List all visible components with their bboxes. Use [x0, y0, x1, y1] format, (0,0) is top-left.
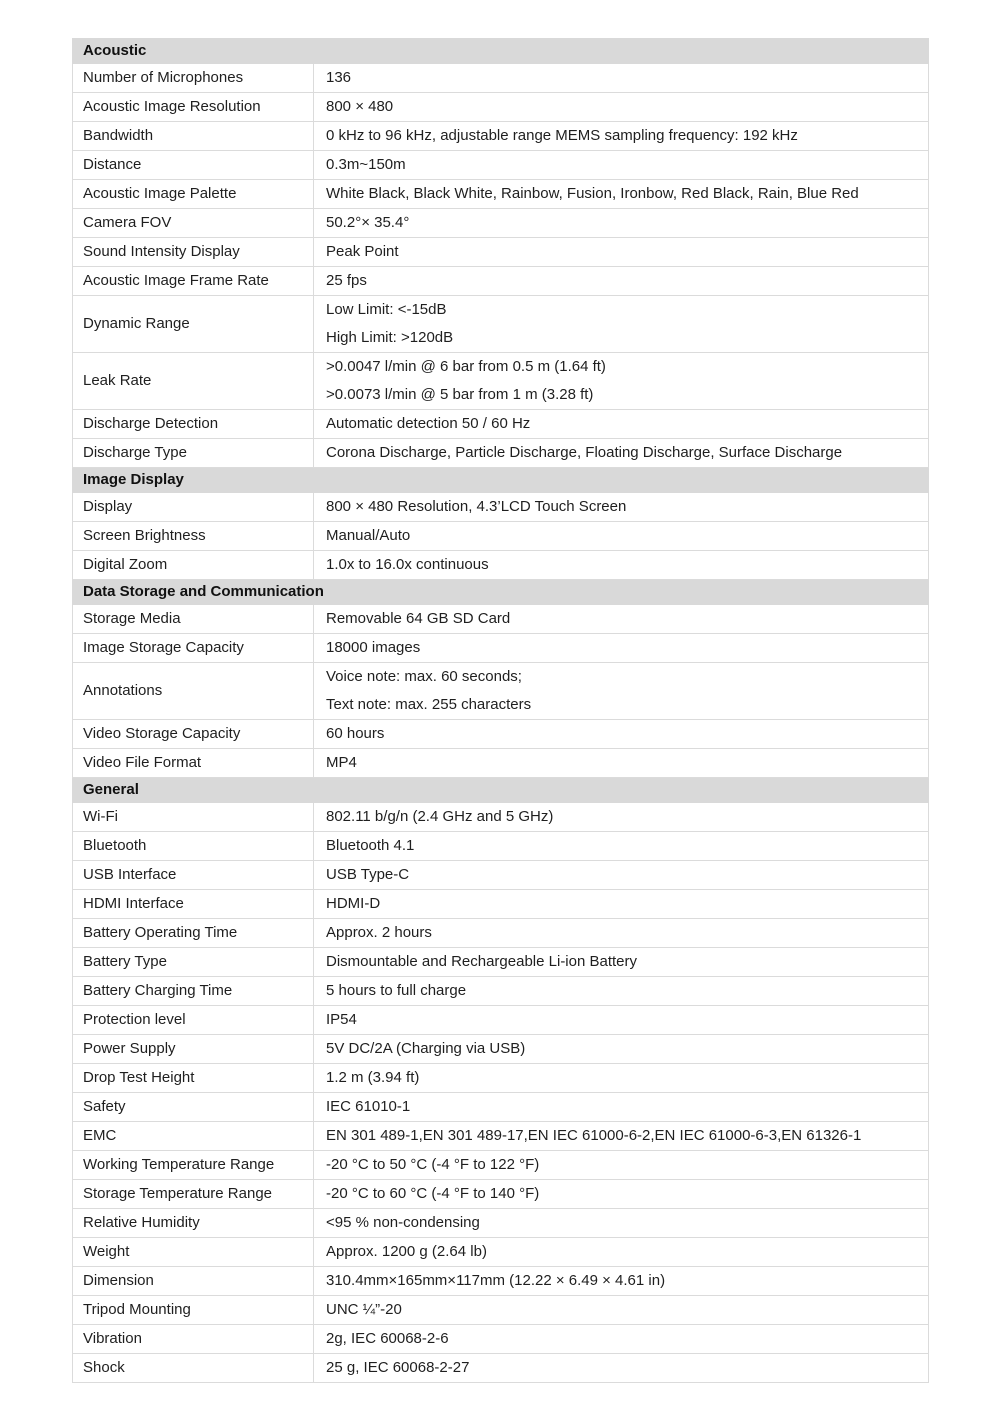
spec-row — [73, 493, 929, 522]
spec-row — [73, 861, 929, 890]
spec-value — [314, 890, 929, 919]
spec-label — [73, 296, 314, 353]
spec-label-text: Image Storage Capacity — [83, 639, 244, 656]
spec-row — [73, 634, 929, 663]
spec-value-line: Peak Point — [326, 243, 399, 260]
spec-label-text: Acoustic Image Palette — [83, 185, 237, 202]
spec-label — [73, 180, 314, 209]
spec-label — [73, 439, 314, 468]
spec-table — [72, 38, 929, 1383]
spec-value — [314, 296, 929, 353]
spec-label-text: Screen Brightness — [83, 527, 206, 544]
spec-label — [73, 890, 314, 919]
spec-label — [73, 663, 314, 720]
spec-value — [314, 803, 929, 832]
spec-value — [314, 93, 929, 122]
spec-value-line: High Limit: >120dB — [326, 329, 454, 346]
spec-label — [73, 122, 314, 151]
spec-label — [73, 353, 314, 410]
spec-row — [73, 977, 929, 1006]
spec-label — [73, 522, 314, 551]
spec-value-line: 310.4mm×165mm×117mm (12.22 × 6.49 × 4.61 in) — [326, 1272, 666, 1289]
spec-label — [73, 267, 314, 296]
spec-value — [314, 1093, 929, 1122]
spec-row — [73, 948, 929, 977]
spec-label — [73, 861, 314, 890]
spec-row — [73, 410, 929, 439]
spec-label — [73, 493, 314, 522]
spec-value — [314, 209, 929, 238]
section-title: Data Storage and Communication — [73, 580, 929, 605]
spec-label — [73, 720, 314, 749]
spec-value-line: 60 hours — [326, 725, 385, 742]
spec-value-line: >0.0073 l/min @ 5 bar from 1 m (3.28 ft) — [326, 386, 594, 403]
spec-value — [314, 1267, 929, 1296]
spec-value — [314, 122, 929, 151]
spec-label-text: Digital Zoom — [83, 556, 168, 573]
spec-row — [73, 267, 929, 296]
spec-label-text: Leak Rate — [83, 372, 152, 389]
spec-value — [314, 861, 929, 890]
spec-label — [73, 919, 314, 948]
spec-label — [73, 1035, 314, 1064]
spec-label — [73, 803, 314, 832]
spec-value-line: 136 — [326, 69, 352, 86]
spec-label-text: Acoustic Image Frame Rate — [83, 272, 269, 289]
spec-row — [73, 64, 929, 93]
spec-value-line: 1.2 m (3.94 ft) — [326, 1069, 420, 1086]
spec-label-text: Dynamic Range — [83, 315, 190, 332]
spec-label — [73, 1354, 314, 1383]
spec-value-line: MP4 — [326, 754, 357, 771]
spec-value — [314, 180, 929, 209]
spec-row — [73, 803, 929, 832]
spec-label-text: Battery Type — [83, 953, 167, 970]
spec-label-text: Storage Media — [83, 610, 181, 627]
spec-row — [73, 209, 929, 238]
spec-value — [314, 1064, 929, 1093]
spec-label-text: Dimension — [83, 1272, 154, 1289]
spec-row — [73, 238, 929, 267]
spec-label-text: Acoustic Image Resolution — [83, 98, 261, 115]
spec-value-line: 50.2°× 35.4° — [326, 214, 410, 231]
spec-value-line: 800 × 480 Resolution, 4.3’LCD Touch Screen — [326, 498, 627, 515]
spec-label — [73, 151, 314, 180]
spec-label-text: Bandwidth — [83, 127, 154, 144]
spec-label-text: Protection level — [83, 1011, 186, 1028]
spec-value — [314, 64, 929, 93]
spec-row — [73, 720, 929, 749]
spec-row — [73, 1296, 929, 1325]
spec-value-line: 0.3m~150m — [326, 156, 406, 173]
spec-row — [73, 1238, 929, 1267]
spec-label-text: Vibration — [83, 1330, 142, 1347]
section-header-row-1 — [73, 468, 929, 493]
spec-label — [73, 93, 314, 122]
spec-row — [73, 1209, 929, 1238]
spec-value-line: 5V DC/2A (Charging via USB) — [326, 1040, 526, 1057]
spec-row — [73, 605, 929, 634]
spec-value — [314, 493, 929, 522]
spec-value-line: IP54 — [326, 1011, 357, 1028]
spec-label — [73, 832, 314, 861]
spec-row — [73, 180, 929, 209]
spec-label-text: Bluetooth — [83, 837, 147, 854]
section-header-row-2 — [73, 580, 929, 605]
spec-value — [314, 720, 929, 749]
spec-label — [73, 1122, 314, 1151]
spec-label-text: Video Storage Capacity — [83, 725, 241, 742]
spec-label — [73, 749, 314, 778]
spec-value-line: 0 kHz to 96 kHz, adjustable range MEMS sampling frequency: 192 kHz — [326, 127, 798, 144]
spec-row — [73, 1122, 929, 1151]
spec-value-line: White Black, Black White, Rainbow, Fusion, Ironbow, Red Black, Rain, Blue Red — [326, 185, 859, 202]
spec-label-text: Shock — [83, 1359, 125, 1376]
spec-row — [73, 749, 929, 778]
spec-value — [314, 948, 929, 977]
spec-value — [314, 1122, 929, 1151]
spec-value-line: Bluetooth 4.1 — [326, 837, 415, 854]
spec-value-line: >0.0047 l/min @ 6 bar from 0.5 m (1.64 ft) — [326, 358, 606, 375]
spec-label — [73, 209, 314, 238]
spec-label — [73, 1325, 314, 1354]
spec-label-text: Storage Temperature Range — [83, 1185, 273, 1202]
spec-label-text: Distance — [83, 156, 142, 173]
spec-value-line: 18000 images — [326, 639, 421, 656]
spec-value — [314, 410, 929, 439]
spec-label — [73, 64, 314, 93]
spec-label — [73, 1151, 314, 1180]
spec-value-line: UNC ¼”-20 — [326, 1301, 402, 1318]
spec-value-line: IEC 61010-1 — [326, 1098, 411, 1115]
section-header-row-3 — [73, 778, 929, 803]
spec-value — [314, 749, 929, 778]
spec-row — [73, 551, 929, 580]
spec-value-line: -20 °C to 60 °C (-4 °F to 140 °F) — [326, 1185, 540, 1202]
spec-value-line: -20 °C to 50 °C (-4 °F to 122 °F) — [326, 1156, 540, 1173]
spec-label-text: Camera FOV — [83, 214, 172, 231]
spec-value — [314, 1035, 929, 1064]
spec-label — [73, 1209, 314, 1238]
spec-row — [73, 296, 929, 353]
spec-row — [73, 919, 929, 948]
spec-label-text: HDMI Interface — [83, 895, 184, 912]
spec-value-line: 2g, IEC 60068-2-6 — [326, 1330, 449, 1347]
spec-label — [73, 1093, 314, 1122]
spec-value — [314, 1209, 929, 1238]
spec-label — [73, 977, 314, 1006]
spec-label — [73, 1296, 314, 1325]
spec-label — [73, 634, 314, 663]
spec-label-text: Tripod Mounting — [83, 1301, 191, 1318]
spec-value-line: Removable 64 GB SD Card — [326, 610, 511, 627]
spec-row — [73, 93, 929, 122]
spec-value — [314, 1354, 929, 1383]
spec-label-text: Battery Charging Time — [83, 982, 233, 999]
spec-value-line: 5 hours to full charge — [326, 982, 467, 999]
spec-table-container — [72, 38, 928, 1383]
spec-value — [314, 551, 929, 580]
spec-value-line: Automatic detection 50 / 60 Hz — [326, 415, 531, 432]
spec-value-line: 1.0x to 16.0x continuous — [326, 556, 489, 573]
spec-label — [73, 551, 314, 580]
spec-value — [314, 1238, 929, 1267]
spec-row — [73, 663, 929, 720]
spec-value — [314, 522, 929, 551]
spec-row — [73, 522, 929, 551]
spec-row — [73, 1354, 929, 1383]
spec-value — [314, 439, 929, 468]
spec-value — [314, 1151, 929, 1180]
spec-value-line: Manual/Auto — [326, 527, 411, 544]
section-title: Image Display — [73, 468, 929, 493]
spec-value-line: 25 g, IEC 60068-2-27 — [326, 1359, 470, 1376]
spec-value-line: 800 × 480 — [326, 98, 394, 115]
spec-value — [314, 1006, 929, 1035]
spec-label-text: Wi-Fi — [83, 808, 118, 825]
spec-value-line: Approx. 2 hours — [326, 924, 432, 941]
spec-label — [73, 238, 314, 267]
spec-value — [314, 634, 929, 663]
spec-row — [73, 1180, 929, 1209]
spec-value — [314, 238, 929, 267]
spec-value — [314, 663, 929, 720]
spec-value-line: Text note: max. 255 characters — [326, 696, 532, 713]
spec-row — [73, 353, 929, 410]
spec-row — [73, 1267, 929, 1296]
spec-label — [73, 1238, 314, 1267]
spec-label — [73, 1180, 314, 1209]
spec-row — [73, 890, 929, 919]
spec-row — [73, 151, 929, 180]
spec-value — [314, 1180, 929, 1209]
spec-label-text: Video File Format — [83, 754, 202, 771]
spec-label-text: EMC — [83, 1127, 117, 1144]
spec-table-body — [73, 39, 929, 1383]
spec-label — [73, 605, 314, 634]
spec-value-line: Voice note: max. 60 seconds; — [326, 668, 522, 685]
spec-value-line: Dismountable and Rechargeable Li-ion Battery — [326, 953, 638, 970]
spec-label — [73, 410, 314, 439]
spec-label-text: Display — [83, 498, 133, 515]
spec-value-line: HDMI-D — [326, 895, 381, 912]
spec-value-line: 25 fps — [326, 272, 367, 289]
spec-value — [314, 1296, 929, 1325]
spec-label-text: Relative Humidity — [83, 1214, 200, 1231]
spec-label-text: Safety — [83, 1098, 126, 1115]
spec-label-text: Battery Operating Time — [83, 924, 238, 941]
spec-row — [73, 1093, 929, 1122]
spec-row — [73, 1006, 929, 1035]
section-header-row-0 — [73, 39, 929, 64]
spec-value — [314, 151, 929, 180]
spec-row — [73, 1064, 929, 1093]
spec-value — [314, 267, 929, 296]
spec-label — [73, 1267, 314, 1296]
spec-row — [73, 1325, 929, 1354]
section-title: Acoustic — [73, 39, 929, 64]
spec-label-text: Power Supply — [83, 1040, 176, 1057]
spec-label-text: Discharge Type — [83, 444, 187, 461]
spec-row — [73, 1035, 929, 1064]
spec-value-line: EN 301 489-1,EN 301 489-17,EN IEC 61000-6-2,EN IEC 61000-6-3,EN 61326-1 — [326, 1127, 862, 1144]
spec-value-line: Corona Discharge, Particle Discharge, Floating Discharge, Surface Discharge — [326, 444, 843, 461]
spec-row — [73, 439, 929, 468]
spec-label-text: Annotations — [83, 682, 163, 699]
spec-value — [314, 919, 929, 948]
spec-label-text: Discharge Detection — [83, 415, 219, 432]
spec-label-text: Sound Intensity Display — [83, 243, 240, 260]
spec-value — [314, 832, 929, 861]
spec-row — [73, 832, 929, 861]
spec-label-text: Weight — [83, 1243, 130, 1260]
spec-label-text: Number of Microphones — [83, 69, 244, 86]
spec-label — [73, 948, 314, 977]
spec-value — [314, 605, 929, 634]
spec-label — [73, 1006, 314, 1035]
section-title: General — [73, 778, 929, 803]
spec-value-line: USB Type-C — [326, 866, 410, 883]
spec-label — [73, 1064, 314, 1093]
spec-value-line: 802.11 b/g/n (2.4 GHz and 5 GHz) — [326, 808, 554, 825]
spec-value-line: <95 % non-condensing — [326, 1214, 480, 1231]
spec-value — [314, 353, 929, 410]
spec-row — [73, 1151, 929, 1180]
spec-value — [314, 1325, 929, 1354]
spec-value-line: Low Limit: <-15dB — [326, 301, 447, 318]
spec-label-text: Working Temperature Range — [83, 1156, 275, 1173]
spec-value-line: Approx. 1200 g (2.64 lb) — [326, 1243, 487, 1260]
spec-row — [73, 122, 929, 151]
spec-value — [314, 977, 929, 1006]
spec-label-text: Drop Test Height — [83, 1069, 195, 1086]
spec-label-text: USB Interface — [83, 866, 177, 883]
